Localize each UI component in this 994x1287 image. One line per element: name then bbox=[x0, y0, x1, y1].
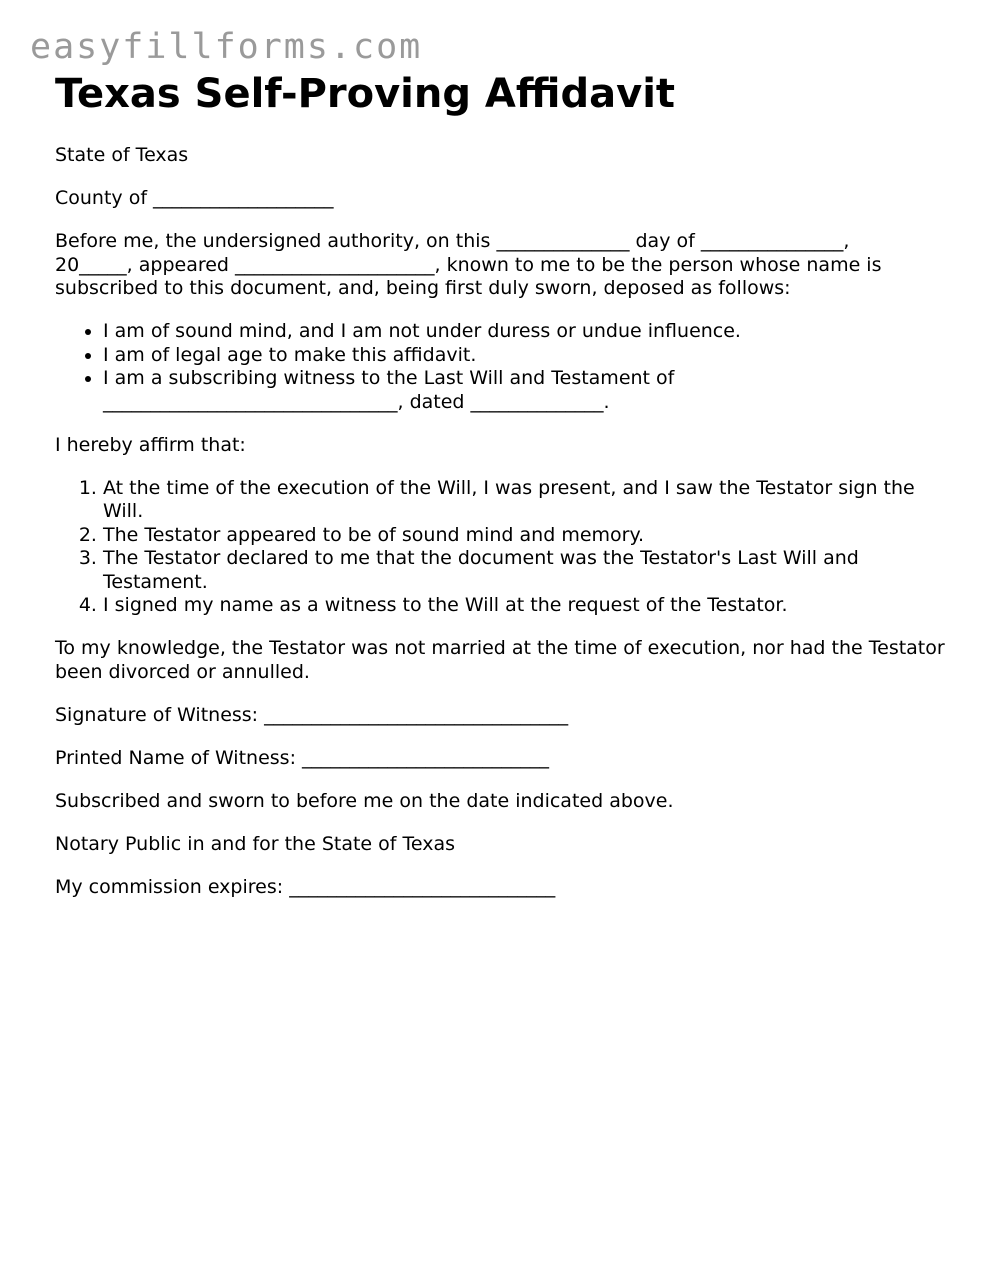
signature-line: Signature of Witness: ________________________________ bbox=[55, 703, 569, 726]
deposition-list bbox=[55, 320, 945, 414]
watermark: easyfillforms.com bbox=[30, 27, 423, 67]
document-title: Texas Self-Proving Affidavit bbox=[55, 71, 676, 117]
affirmation-list bbox=[55, 477, 945, 618]
knowledge-statement: To my knowledge, the Testator was not married at the time of execution, nor had the Testator been divorced or annulled. bbox=[55, 637, 945, 683]
county-line: County of ___________________ bbox=[55, 187, 334, 209]
list-item: 3. The Testator declared to me that the document was the Testator's Last Will and Testament. bbox=[103, 547, 945, 594]
printed-name-line: Printed Name of Witness: __________________________ bbox=[55, 746, 550, 769]
state-line: State of Texas bbox=[55, 144, 189, 166]
list-item: • I am of legal age to make this affidavit. bbox=[103, 344, 945, 368]
intro-line-3: subscribed to this document, and, being first duly sworn, deposed as follows: bbox=[55, 277, 791, 299]
intro-line-1: Before me, the undersigned authority, on this ______________ day of _______________, bbox=[55, 230, 850, 252]
commission-line: My commission expires: ____________________________ bbox=[55, 875, 556, 898]
list-item: • I am a subscribing witness to the Last Will and Testament of _______________________________, dated ______________. bbox=[103, 367, 945, 414]
list-item: 1. At the time of the execution of the Will, I was present, and I saw the Testator sign the Will. bbox=[103, 477, 945, 524]
intro-paragraph bbox=[55, 230, 945, 301]
list-item: 2. The Testator appeared to be of sound mind and memory. bbox=[103, 524, 945, 548]
document-body bbox=[55, 70, 945, 919]
list-item: • I am of sound mind, and I am not under duress or undue influence. bbox=[103, 320, 945, 344]
notary-line: Notary Public in and for the State of Texas bbox=[55, 832, 456, 855]
affirm-intro: I hereby affirm that: bbox=[55, 433, 246, 456]
list-item: 4. I signed my name as a witness to the Will at the request of the Testator. bbox=[103, 594, 945, 618]
intro-line-2: 20_____, appeared _____________________, known to me to be the person whose name is bbox=[55, 253, 882, 276]
sworn-line: Subscribed and sworn to before me on the date indicated above. bbox=[55, 789, 674, 812]
